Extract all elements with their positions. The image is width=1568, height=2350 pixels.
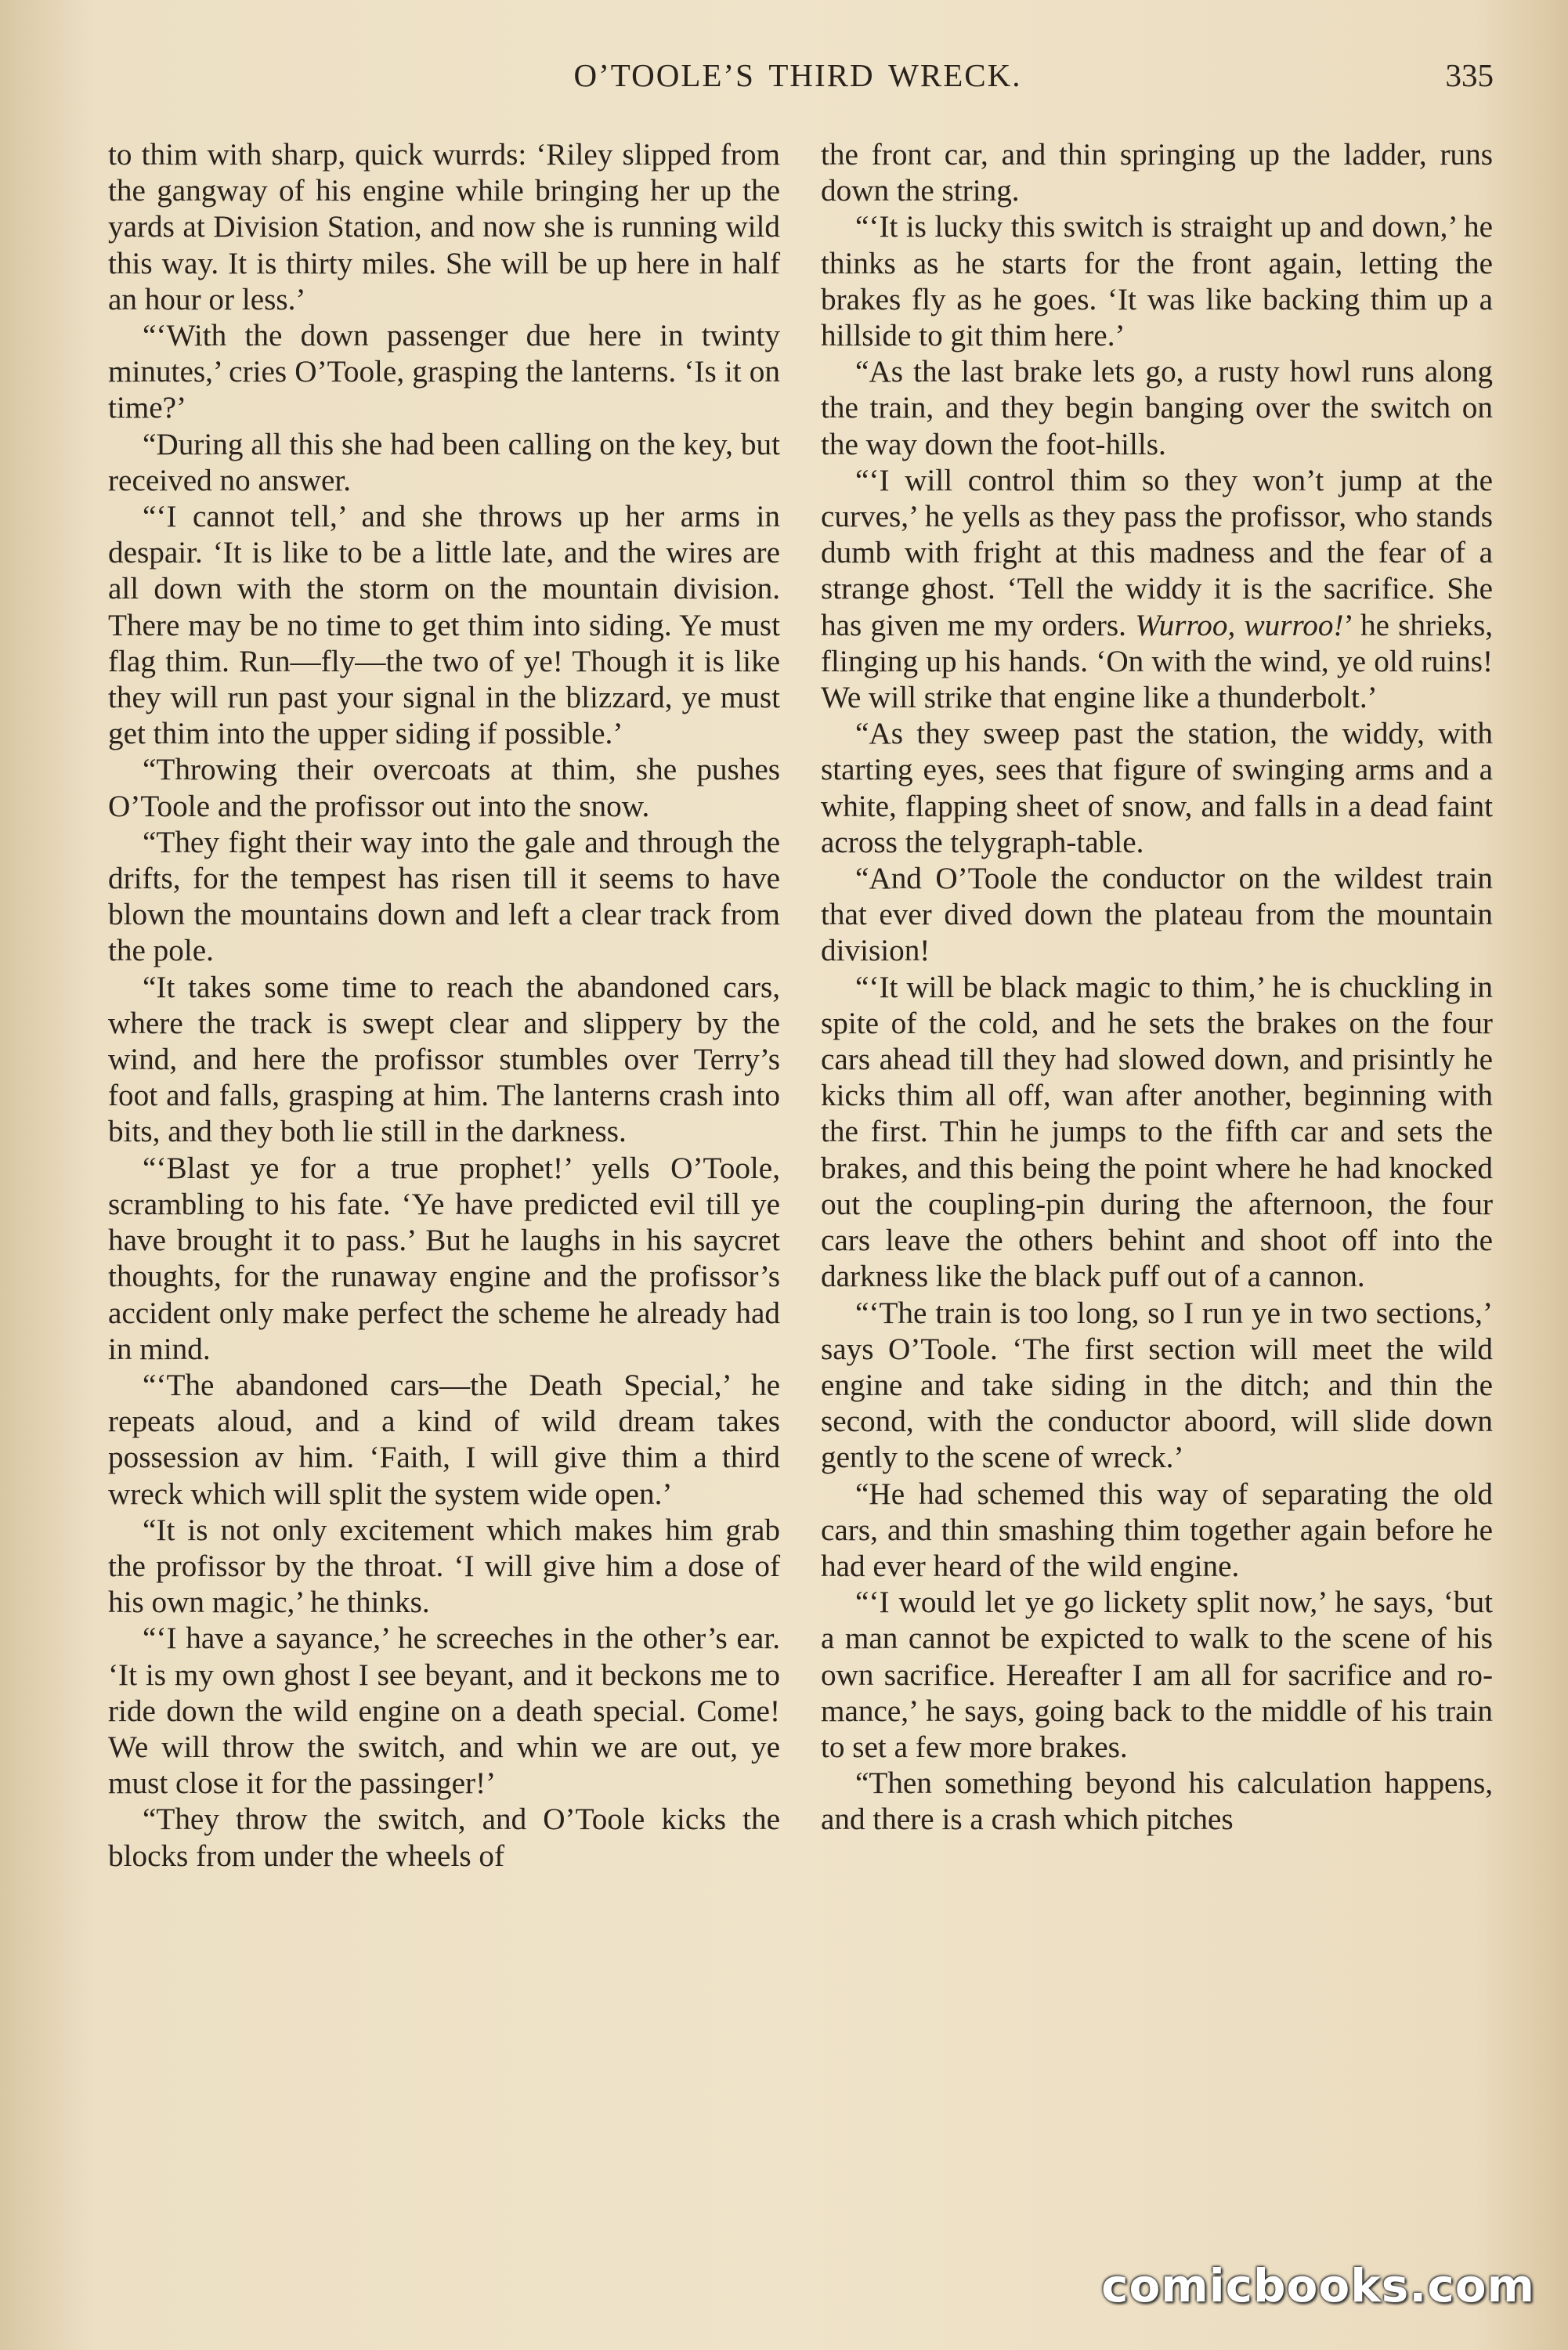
- paragraph: the front car, and thin springing up the ladder, runs down the string.: [821, 138, 1493, 208]
- paragraph: “‘It is lucky this switch is straight up and down,’ he thinks as he starts for the front again, letting the brakes fly as he goes. ‘It was like backing thim up a hillside to git thim here.’: [821, 210, 1493, 353]
- paragraph: “He had schemed this way of separating the old cars, and thin smashing thim together again before he had ever heard of the wild engine.: [821, 1477, 1493, 1583]
- paragraph: “Then something beyond his calculation happens, and there is a crash which pitches: [821, 1766, 1493, 1837]
- paragraph: “As they sweep past the station, the widdy, with starting eyes, sees that figure of swinging arms and a white, flapping sheet of snow, and falls in a dead faint across the telygraph-table.: [821, 717, 1493, 859]
- paragraph: “‘The abandoned cars—the Death Special,’ he repeats aloud, and a kind of wild dream takes possession av him. ‘Faith, I will give thim a third wreck which will split the system wide open.’: [108, 1368, 780, 1511]
- paragraph: “‘With the down passenger due here in twinty minutes,’ cries O’Toole, grasping the lanterns. ‘Is it on time?’: [108, 319, 780, 425]
- paragraph: “‘I will control thim so they won’t jump at the curves,’ he yells as they pass the profissor, who stands dumb with fright at this madness and the fear of a strange ghost. ‘Tell the widdy it is the sacrifice. She has given me my orders. Wurroo, wurroo!’ he shrieks, flinging up his hands. ‘On with the wind, ye old ruins! We will strike that engine like a thunderbolt.’: [821, 463, 1493, 715]
- paragraph: “‘The train is too long, so I run ye in two sections,’ says O’Toole. ‘The first section will meet the wild engine and take siding in the ditch; and thin the second, with the conductor aboord, will slide down gently to the scene of wreck.’: [821, 1296, 1493, 1475]
- right-column: [821, 137, 1493, 1838]
- paragraph: “They fight their way into the gale and through the drifts, for the tempest has risen till it seems to have blown the mountains down and left a clear track from the pole.: [108, 825, 780, 968]
- paragraph: “As the last brake lets go, a rusty howl runs along the train, and they begin banging over the switch on the way down the foot-hills.: [821, 355, 1493, 461]
- paragraph: “‘It will be black magic to thim,’ he is chuckling in spite of the cold, and he sets the brakes on the four cars ahead till they had slowed down, and prisintly he kicks thim all off, wan after another, beginning with the first. Thin he jumps to the fifth car and sets the brakes, and this being the point where he had knocked out the coupling-pin during the afternoon, the four cars leave the others behint and shoot off into the darkness like the black puff out of a cannon.: [821, 970, 1493, 1294]
- paragraph: to thim with sharp, quick wurrds: ‘Riley slipped from the gangway of his engine while bringing her up the yards at Division Station, and now she is running wild this way. It is thirty miles. She will be up here in half an hour or less.’: [108, 138, 780, 316]
- paragraph: “And O’Toole the conductor on the wildest train that ever dived down the plateau from the mountain division!: [821, 862, 1493, 968]
- running-head: O’TOOLE’S THIRD WRECK.: [573, 57, 1022, 93]
- paragraph: “It is not only excitement which makes him grab the profissor by the throat. ‘I will give him a dose of his own magic,’ he thinks.: [108, 1513, 780, 1620]
- paragraph: “Throwing their overcoats at thim, she pushes O’Toole and the profissor out into the snow.: [108, 753, 780, 823]
- paragraph: “They throw the switch, and O’Toole kicks the blocks from under the wheels of: [108, 1802, 780, 1873]
- left-column: [108, 137, 780, 1875]
- paragraph: “During all this she had been calling on the key, but received no answer.: [108, 427, 780, 497]
- paragraph: “‘I cannot tell,’ and she throws up her arms in despair. ‘It is like to be a little late, and the wires are all down with the storm on the mountain division. There may be no time to get thim into siding. Ye must flag thim. Run—fly—the two of ye! Though it is like they will run past your signal in the blizzard, ye must get thim into the upper siding if possible.’: [108, 500, 780, 751]
- paragraph: “‘I would let ye go lickety split now,’ he says, ‘but a man cannot be expicted to walk to the scene of his own sacrifice. Hereafter I am all for sacrifice and romance,’ he says, going back to the middle of his train to set a few more brakes.: [821, 1585, 1493, 1764]
- paragraph: “It takes some time to reach the abandoned cars, where the track is swept clear and slippery by the wind, and here the profissor stumbles over Terry’s foot and falls, grasping at him. The lanterns crash into bits, and they both lie still in the darkness.: [108, 970, 780, 1149]
- page-number: 335: [1445, 57, 1494, 93]
- watermark-logo: comicbooks.com: [1101, 2259, 1535, 2312]
- page-header: [102, 56, 1494, 103]
- paragraph: “‘I have a sayance,’ he screeches in the other’s ear. ‘It is my own ghost I see beyant, and it beckons me to ride down the wild engine on a death special. Come! We will throw the switch, and whin we are out, ye must close it for the passinger!’: [108, 1622, 780, 1801]
- paragraph: “‘Blast ye for a true prophet!’ yells O’Toole, scrambling to his fate. ‘Ye have predicted evil till ye have brought it to pass.’ But he laughs in his saycret thoughts, for the runaway engine and the profissor’s accident only make perfect the scheme he already had in mind.: [108, 1151, 780, 1366]
